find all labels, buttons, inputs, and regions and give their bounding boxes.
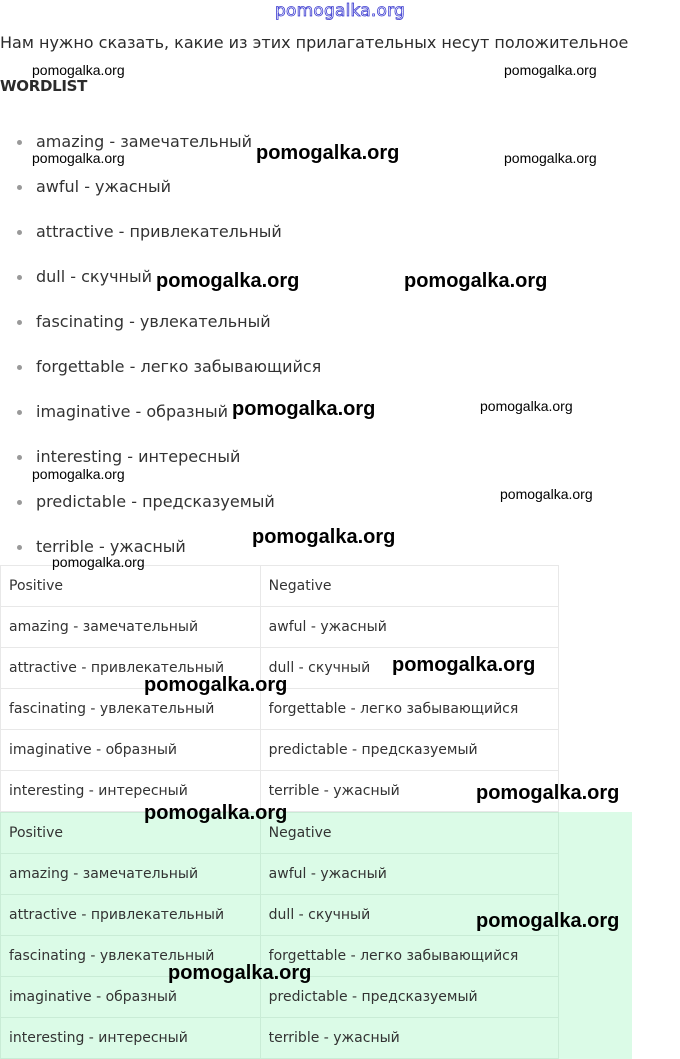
bullet-icon: [17, 140, 22, 145]
table-row: [1, 977, 559, 1018]
header-negative: Negative: [260, 566, 558, 607]
table-row: [1, 648, 559, 689]
table-row: [1, 771, 559, 812]
answer-table: [0, 812, 559, 1059]
list-item: [14, 126, 321, 171]
header-positive: Positive: [1, 566, 261, 607]
list-item-text: dull - скучный: [36, 267, 153, 286]
table-cell: dull - скучный: [260, 895, 558, 936]
table-cell: awful - ужасный: [260, 854, 558, 895]
watermark: pomogalka.org: [144, 674, 288, 696]
bullet-icon: [17, 275, 22, 280]
watermark: pomogalka.org: [144, 802, 288, 824]
watermark: pomogalka.org: [504, 150, 597, 166]
watermark: pomogalka.org: [476, 910, 620, 932]
list-item: [14, 441, 321, 486]
list-item: [14, 261, 321, 306]
list-item-text: predictable - предсказуемый: [36, 492, 275, 511]
list-item-text: forgettable - легко забывающийся: [36, 357, 322, 376]
watermark: pomogalka.org: [32, 150, 125, 166]
list-item-text: amazing - замечательный: [36, 132, 253, 151]
table-cell: fascinating - увлекательный: [1, 689, 261, 730]
bullet-icon: [17, 320, 22, 325]
table-cell: forgettable - легко забывающийся: [260, 936, 558, 977]
list-item-text: interesting - интересный: [36, 447, 241, 466]
table-cell: interesting - интересный: [1, 771, 261, 812]
table-cell: amazing - замечательный: [1, 607, 261, 648]
table-header-row: [1, 566, 559, 607]
watermark: pomogalka.org: [256, 142, 400, 164]
bullet-icon: [17, 230, 22, 235]
table-row: [1, 895, 559, 936]
watermark: pomogalka.org: [392, 654, 536, 676]
bullet-icon: [17, 185, 22, 190]
table-cell: terrible - ужасный: [260, 1018, 558, 1059]
header-negative: Negative: [260, 813, 558, 854]
site-header-logo[interactable]: pomogalka.org: [275, 1, 405, 21]
list-item: [14, 396, 321, 441]
table-row: [1, 936, 559, 977]
table-cell: fascinating - увлекательный: [1, 936, 261, 977]
watermark: pomogalka.org: [504, 62, 597, 78]
table-cell: awful - ужасный: [260, 607, 558, 648]
watermark: pomogalka.org: [52, 554, 145, 570]
table-cell: predictable - предсказуемый: [260, 977, 558, 1018]
table-cell: imaginative - образный: [1, 730, 261, 771]
table-cell: forgettable - легко забывающийся: [260, 689, 558, 730]
watermark: pomogalka.org: [168, 962, 312, 984]
table-header-row: [1, 813, 559, 854]
list-item: [14, 306, 321, 351]
header-positive: Positive: [1, 813, 261, 854]
watermark: pomogalka.org: [476, 782, 620, 804]
list-item-text: terrible - ужасный: [36, 537, 186, 556]
table-cell: interesting - интересный: [1, 1018, 261, 1059]
watermark: pomogalka.org: [32, 62, 125, 78]
watermark: pomogalka.org: [156, 270, 300, 292]
list-item: [14, 171, 321, 216]
table-row: [1, 1018, 559, 1059]
table-cell: attractive - привлекательный: [1, 648, 261, 689]
question-text: Нам нужно сказать, какие из этих прилагательных несут положительное: [0, 33, 629, 52]
watermark: pomogalka.org: [404, 270, 548, 292]
list-item: [14, 486, 321, 531]
watermark: pomogalka.org: [32, 466, 125, 482]
watermark: pomogalka.org: [252, 526, 396, 548]
wordlist-title: WORDLIST: [0, 77, 88, 95]
table-cell: predictable - предсказуемый: [260, 730, 558, 771]
table-row: [1, 689, 559, 730]
list-item-text: imaginative - образный: [36, 402, 228, 421]
watermark: pomogalka.org: [500, 486, 593, 502]
table-row: [1, 607, 559, 648]
watermark: pomogalka.org: [480, 398, 573, 414]
table-cell: dull - скучный: [260, 648, 558, 689]
table-row: [1, 730, 559, 771]
list-item: [14, 216, 321, 261]
table-cell: attractive - привлекательный: [1, 895, 261, 936]
bullet-icon: [17, 545, 22, 550]
word-list: [14, 126, 321, 576]
bullet-icon: [17, 455, 22, 460]
list-item-text: awful - ужасный: [36, 177, 172, 196]
table-cell: terrible - ужасный: [260, 771, 558, 812]
list-item-text: attractive - привлекательный: [36, 222, 282, 241]
list-item: [14, 351, 321, 396]
table-cell: amazing - замечательный: [1, 854, 261, 895]
bullet-icon: [17, 365, 22, 370]
watermark: pomogalka.org: [232, 398, 376, 420]
table-cell: imaginative - образный: [1, 977, 261, 1018]
positive-negative-table: [0, 565, 559, 812]
bullet-icon: [17, 500, 22, 505]
table-row: [1, 854, 559, 895]
list-item-text: fascinating - увлекательный: [36, 312, 271, 331]
bullet-icon: [17, 410, 22, 415]
